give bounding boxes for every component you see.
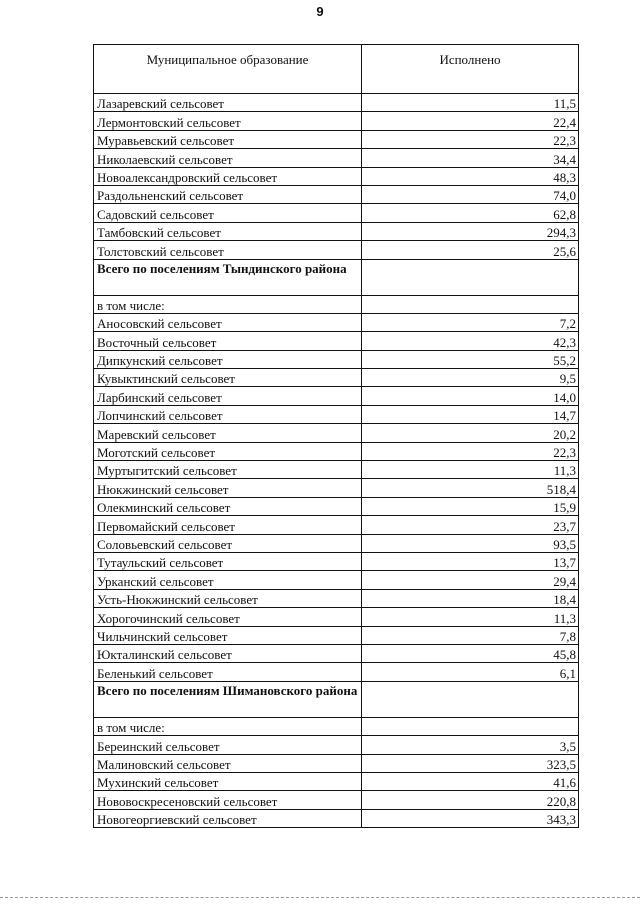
municipality-name: Мухинский сельсовет bbox=[94, 772, 362, 790]
table-row bbox=[94, 405, 579, 423]
executed-value: 20,2 bbox=[362, 424, 579, 442]
municipality-name: Всего по поселениям Тындинского района bbox=[94, 259, 362, 295]
municipality-name: Юкталинский сельсовет bbox=[94, 644, 362, 662]
executed-value: 29,4 bbox=[362, 571, 579, 589]
municipality-name: Всего по поселениям Шимановского района bbox=[94, 681, 362, 717]
table-row bbox=[94, 222, 579, 240]
municipality-name: Нюкжинский сельсовет bbox=[94, 479, 362, 497]
table-row bbox=[94, 94, 579, 112]
executed-value: 41,6 bbox=[362, 772, 579, 790]
executed-value: 45,8 bbox=[362, 644, 579, 662]
table-row bbox=[94, 167, 579, 185]
municipality-name: в том числе: bbox=[94, 295, 362, 313]
table-row bbox=[94, 313, 579, 331]
executed-value: 13,7 bbox=[362, 552, 579, 570]
executed-value: 34,4 bbox=[362, 149, 579, 167]
table-row bbox=[94, 571, 579, 589]
table-row bbox=[94, 626, 579, 644]
executed-value: 15,9 bbox=[362, 497, 579, 515]
table-row bbox=[94, 644, 579, 662]
table-row bbox=[94, 461, 579, 479]
executed-value: 14,7 bbox=[362, 405, 579, 423]
municipality-name: Хорогочинский сельсовет bbox=[94, 608, 362, 626]
municipality-name: Маревский сельсовет bbox=[94, 424, 362, 442]
table-row bbox=[94, 479, 579, 497]
executed-value: 294,3 bbox=[362, 222, 579, 240]
executed-value: 9,5 bbox=[362, 369, 579, 387]
executed-value: 74,0 bbox=[362, 185, 579, 203]
municipality-name: Восточный сельсовет bbox=[94, 332, 362, 350]
municipality-name: Моготский сельсовет bbox=[94, 442, 362, 460]
executed-value: 518,4 bbox=[362, 479, 579, 497]
municipality-name: Ларбинский сельсовет bbox=[94, 387, 362, 405]
executed-value: 7,8 bbox=[362, 626, 579, 644]
executed-value: 11,5 bbox=[362, 94, 579, 112]
table-row bbox=[94, 295, 579, 313]
executed-value: 93,5 bbox=[362, 534, 579, 552]
municipality-name: Береинский сельсовет bbox=[94, 736, 362, 754]
table-row bbox=[94, 608, 579, 626]
municipality-name: Дипкунский сельсовет bbox=[94, 350, 362, 368]
municipality-name: Лопчинский сельсовет bbox=[94, 405, 362, 423]
municipality-name: Раздольненский сельсовет bbox=[94, 185, 362, 203]
executed-value: 22,3 bbox=[362, 130, 579, 148]
executed-value bbox=[362, 681, 579, 717]
municipality-name: Чильчинский сельсовет bbox=[94, 626, 362, 644]
table-row bbox=[94, 552, 579, 570]
executed-value: 23,7 bbox=[362, 516, 579, 534]
executed-value bbox=[362, 295, 579, 313]
municipality-name: Тутаульский сельсовет bbox=[94, 552, 362, 570]
municipality-name: Тамбовский сельсовет bbox=[94, 222, 362, 240]
municipality-name: Кувыктинский сельсовет bbox=[94, 369, 362, 387]
budget-execution-table bbox=[93, 44, 579, 828]
executed-value: 42,3 bbox=[362, 332, 579, 350]
executed-value: 18,4 bbox=[362, 589, 579, 607]
table-row bbox=[94, 112, 579, 130]
municipality-name: Олекминский сельсовет bbox=[94, 497, 362, 515]
table-row bbox=[94, 204, 579, 222]
executed-value: 55,2 bbox=[362, 350, 579, 368]
executed-value: 11,3 bbox=[362, 461, 579, 479]
table-row bbox=[94, 663, 579, 681]
table-row bbox=[94, 369, 579, 387]
municipality-name: Аносовский сельсовет bbox=[94, 313, 362, 331]
executed-value: 62,8 bbox=[362, 204, 579, 222]
table-row-total bbox=[94, 259, 579, 295]
table-row bbox=[94, 717, 579, 735]
table-row bbox=[94, 149, 579, 167]
municipality-name: Новогеоргиевский сельсовет bbox=[94, 809, 362, 827]
table-row bbox=[94, 442, 579, 460]
municipality-name: Новоалександровский сельсовет bbox=[94, 167, 362, 185]
municipality-name: Соловьевский сельсовет bbox=[94, 534, 362, 552]
executed-value: 343,3 bbox=[362, 809, 579, 827]
table-row bbox=[94, 241, 579, 259]
column-header-municipality: Муниципальное образование bbox=[94, 45, 362, 94]
table-row bbox=[94, 589, 579, 607]
executed-value: 11,3 bbox=[362, 608, 579, 626]
municipality-name: Николаевский сельсовет bbox=[94, 149, 362, 167]
municipality-name: Урканский сельсовет bbox=[94, 571, 362, 589]
table-row bbox=[94, 534, 579, 552]
table-body bbox=[94, 94, 579, 828]
executed-value: 25,6 bbox=[362, 241, 579, 259]
table-row bbox=[94, 772, 579, 790]
table-row bbox=[94, 736, 579, 754]
municipality-name: Лазаревский сельсовет bbox=[94, 94, 362, 112]
executed-value: 22,4 bbox=[362, 112, 579, 130]
municipality-name: Толстовский сельсовет bbox=[94, 241, 362, 259]
municipality-name: Беленький сельсовет bbox=[94, 663, 362, 681]
municipality-name: Нововоскресеновский сельсовет bbox=[94, 791, 362, 809]
table-header-row bbox=[94, 45, 579, 94]
executed-value bbox=[362, 259, 579, 295]
executed-value: 6,1 bbox=[362, 663, 579, 681]
executed-value: 7,2 bbox=[362, 313, 579, 331]
table-row bbox=[94, 809, 579, 827]
municipality-name: Малиновский сельсовет bbox=[94, 754, 362, 772]
table-row bbox=[94, 130, 579, 148]
table-row bbox=[94, 185, 579, 203]
executed-value: 48,3 bbox=[362, 167, 579, 185]
table-row-total bbox=[94, 681, 579, 717]
executed-value: 3,5 bbox=[362, 736, 579, 754]
table-row bbox=[94, 791, 579, 809]
municipality-name: Первомайский сельсовет bbox=[94, 516, 362, 534]
table-row bbox=[94, 350, 579, 368]
executed-value: 323,5 bbox=[362, 754, 579, 772]
executed-value bbox=[362, 717, 579, 735]
municipality-name: в том числе: bbox=[94, 717, 362, 735]
table-row bbox=[94, 424, 579, 442]
table-row bbox=[94, 516, 579, 534]
municipality-name: Муравьевский сельсовет bbox=[94, 130, 362, 148]
municipality-name: Лермонтовский сельсовет bbox=[94, 112, 362, 130]
table-row bbox=[94, 497, 579, 515]
executed-value: 14,0 bbox=[362, 387, 579, 405]
executed-value: 22,3 bbox=[362, 442, 579, 460]
municipality-name: Садовский сельсовет bbox=[94, 204, 362, 222]
municipality-name: Муртыгитский сельсовет bbox=[94, 461, 362, 479]
municipality-name: Усть-Нюкжинский сельсовет bbox=[94, 589, 362, 607]
table-row bbox=[94, 754, 579, 772]
table-row bbox=[94, 387, 579, 405]
page-number: 9 bbox=[316, 4, 324, 19]
table-row bbox=[94, 332, 579, 350]
executed-value: 220,8 bbox=[362, 791, 579, 809]
page-bottom-edge bbox=[0, 897, 640, 898]
column-header-executed: Исполнено bbox=[362, 45, 579, 94]
